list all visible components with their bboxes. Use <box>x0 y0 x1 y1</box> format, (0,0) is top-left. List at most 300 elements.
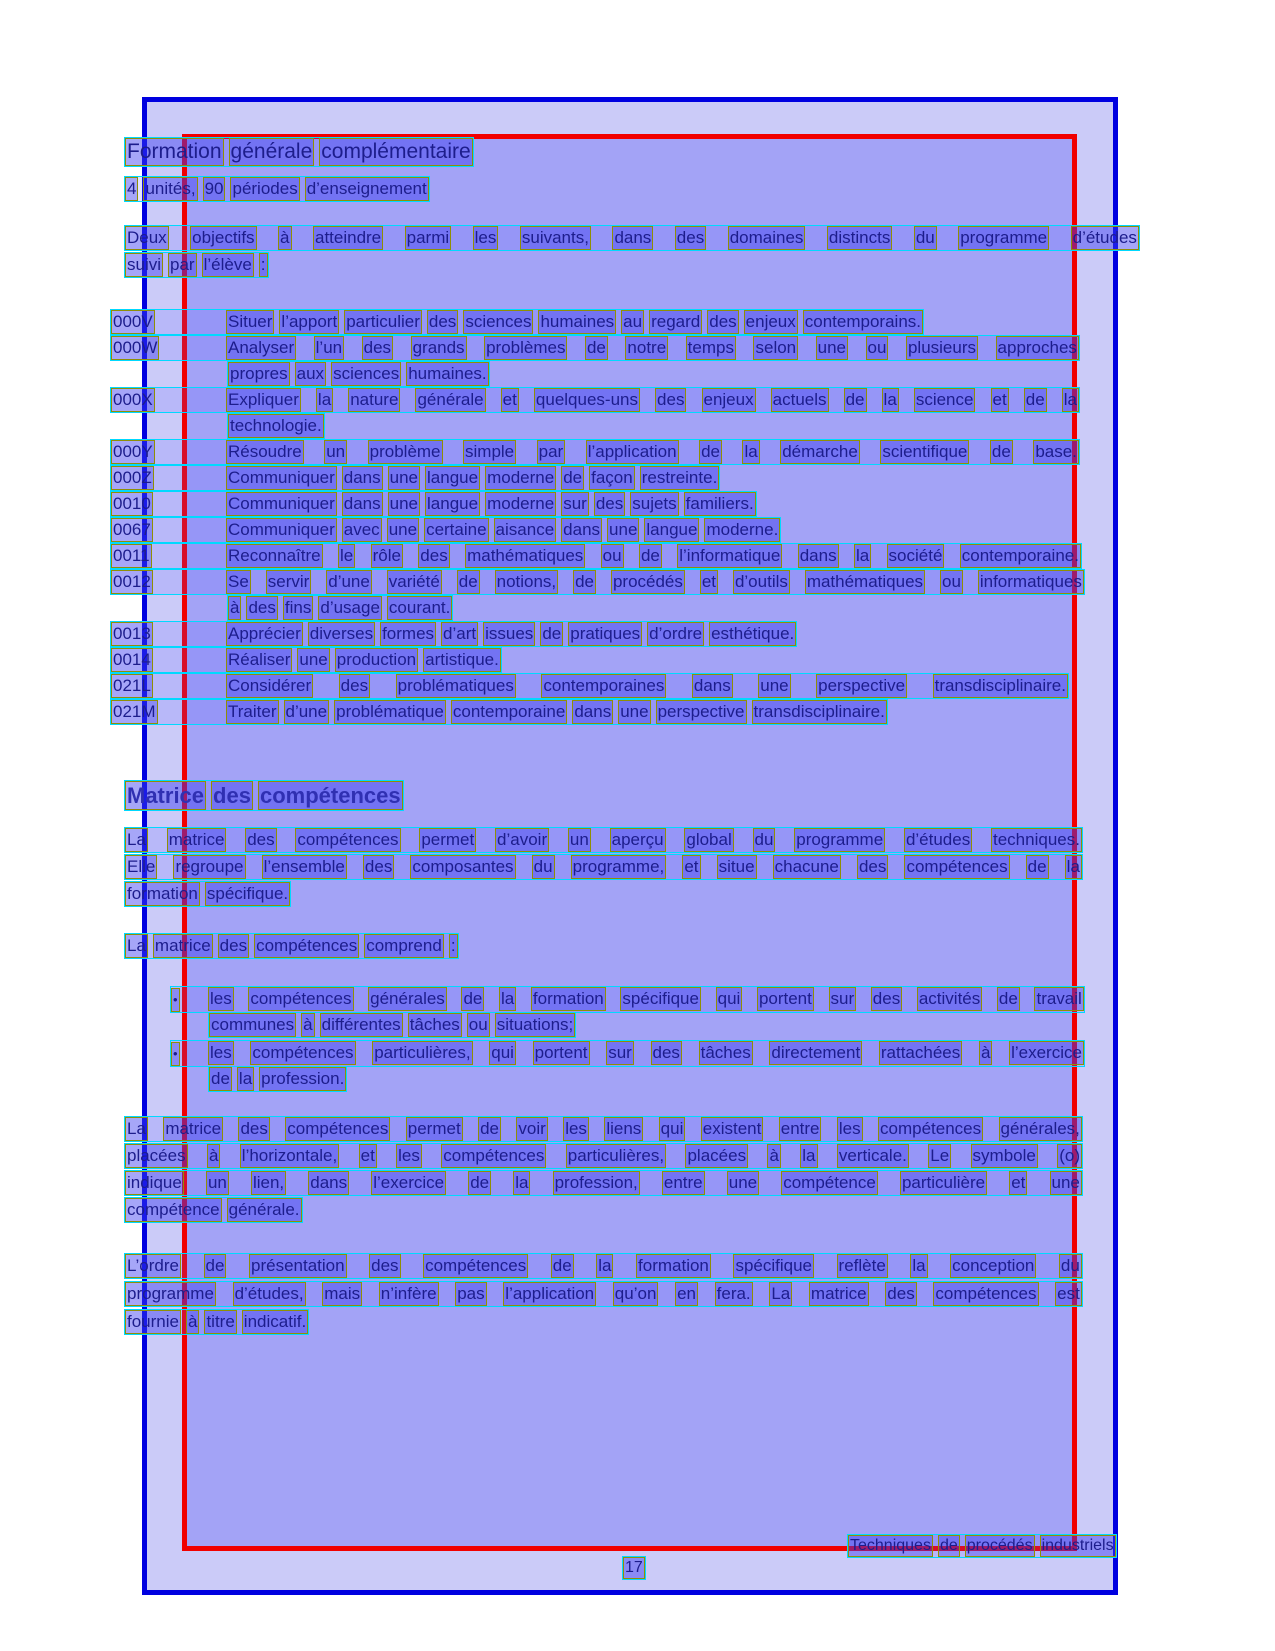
word-annotation-box: la <box>316 388 333 412</box>
word-annotation-box: la <box>499 987 516 1011</box>
word-annotation-box: à <box>979 1041 992 1065</box>
word-annotation-box: l’horizontale, <box>240 1144 339 1168</box>
word-annotation-box: rôle <box>371 544 403 568</box>
word-annotation-box: Réaliser <box>226 648 292 672</box>
word-annotation-box: et <box>682 855 700 879</box>
word-annotation-box: spécifique <box>620 987 701 1011</box>
word-annotation-box: Considérer <box>226 674 313 698</box>
word-annotation-box: Techniques <box>848 1535 933 1557</box>
word-annotation-box: de <box>1026 855 1049 879</box>
word-annotation-box: La <box>125 934 148 958</box>
word-annotation-box: pas <box>455 1282 486 1306</box>
word-annotation-box: reflète <box>837 1254 888 1278</box>
section-heading-line <box>124 780 404 811</box>
text-line <box>124 1143 1083 1169</box>
word-annotation-box: procédés <box>611 570 685 594</box>
word-annotation-box: programme, <box>571 855 667 879</box>
word-annotation-box: ou <box>866 336 889 360</box>
word-annotation-box: dans <box>798 544 839 568</box>
word-annotation-box: des <box>339 674 370 698</box>
word-annotation-box: à <box>767 1144 780 1168</box>
word-annotation-box: les <box>473 226 499 250</box>
word-annotation-box: aisance <box>494 518 557 542</box>
word-annotation-box: procédés <box>965 1535 1035 1557</box>
word-annotation-box: entre <box>779 1117 822 1141</box>
word-annotation-box: particulier <box>344 310 422 334</box>
word-annotation-box: compétences <box>933 1282 1038 1306</box>
word-annotation-box: dans <box>308 1171 349 1195</box>
doc-title-line <box>124 137 474 167</box>
word-annotation-box: particulière <box>900 1171 987 1195</box>
word-annotation-box: Communiquer <box>226 492 337 516</box>
word-annotation-box: enjeux <box>744 310 798 334</box>
line-words <box>623 1557 645 1579</box>
word-annotation-box: une <box>387 518 419 542</box>
word-annotation-box: notre <box>625 336 668 360</box>
text-line <box>170 986 1085 1013</box>
word-annotation-box: compétences <box>441 1144 546 1168</box>
text-line <box>124 933 459 959</box>
objective-code-cell <box>111 492 226 516</box>
bullet-cell <box>171 1042 208 1066</box>
word-annotation-box: de <box>699 440 722 464</box>
word-annotation-box: du <box>753 828 776 852</box>
word-annotation-box: d’outils <box>733 570 790 594</box>
line-words <box>125 177 429 201</box>
line-words <box>226 648 501 672</box>
word-annotation-box: de <box>551 1254 574 1278</box>
word-annotation-box: une <box>1050 1171 1082 1195</box>
word-annotation-box: de <box>585 336 608 360</box>
word-annotation-box: plusieurs <box>906 336 978 360</box>
word-annotation-box: unités, <box>143 177 197 201</box>
word-annotation-box: complémentaire <box>319 138 472 166</box>
word-annotation-box: l’ensemble <box>262 855 347 879</box>
word-annotation-box: comprend <box>364 934 444 958</box>
line-words <box>208 987 1084 1011</box>
word-annotation-box: façon <box>589 466 635 490</box>
word-annotation-box: de <box>468 1171 491 1195</box>
word-annotation-box: une <box>388 466 420 490</box>
word-annotation-box: Traiter <box>226 700 279 724</box>
word-annotation-box: contemporaine <box>451 700 567 724</box>
line-words <box>226 674 1068 698</box>
word-annotation-box: du <box>532 855 555 879</box>
word-annotation-box: fera. <box>715 1282 753 1306</box>
word-annotation-box: moderne <box>485 492 556 516</box>
word-annotation-box: : <box>259 253 268 277</box>
word-annotation-box: indicatif. <box>242 1310 308 1334</box>
word-annotation-box: Apprécier <box>226 622 303 646</box>
objective-code: 021L <box>111 674 153 698</box>
word-annotation-box: atteindre <box>313 226 383 250</box>
word-annotation-box: parmi <box>405 226 452 250</box>
word-annotation-box: portent <box>757 987 814 1011</box>
line-words <box>209 1067 346 1091</box>
word-annotation-box: et <box>501 388 519 412</box>
word-annotation-box: sciences <box>463 310 533 334</box>
text-line <box>124 1253 1083 1279</box>
word-annotation-box: un <box>568 828 591 852</box>
line-words <box>125 1171 1082 1195</box>
text-line <box>110 647 502 673</box>
word-annotation-box: de <box>844 388 867 412</box>
word-annotation-box: enjeux <box>702 388 756 412</box>
text-line <box>124 854 1083 880</box>
word-annotation-box: un <box>206 1171 229 1195</box>
word-annotation-box: une <box>758 674 790 698</box>
word-annotation-box: à <box>228 596 241 620</box>
word-annotation-box: une <box>297 648 329 672</box>
line-words <box>228 362 489 386</box>
word-annotation-box: compétences <box>248 987 353 1011</box>
word-annotation-box: L’ordre <box>125 1254 181 1278</box>
word-annotation-box: verticale. <box>837 1144 909 1168</box>
word-annotation-box: formation <box>125 882 200 906</box>
text-line <box>110 543 1082 569</box>
word-annotation-box: portent <box>533 1041 590 1065</box>
word-annotation-box: problèmes <box>484 336 567 360</box>
word-annotation-box: est <box>1055 1282 1082 1306</box>
word-annotation-box: spécifique. <box>205 882 290 906</box>
word-annotation-box: dans <box>612 226 653 250</box>
line-words <box>226 466 719 490</box>
text-line <box>124 1116 1083 1142</box>
word-annotation-box: chacune <box>773 855 841 879</box>
word-annotation-box: existent <box>701 1117 764 1141</box>
word-annotation-box: sciences <box>331 362 401 386</box>
word-annotation-box: ou <box>467 1013 490 1037</box>
word-annotation-box: sur <box>561 492 589 516</box>
word-annotation-box: d’enseignement <box>305 177 429 201</box>
word-annotation-box: de <box>461 987 484 1011</box>
word-annotation-box: l’élève <box>202 253 254 277</box>
word-annotation-box: (o) <box>1057 1144 1082 1168</box>
text-line <box>110 309 924 335</box>
word-annotation-box: de <box>561 466 584 490</box>
word-annotation-box: des <box>651 1041 682 1065</box>
word-annotation-box: ou <box>601 544 624 568</box>
word-annotation-box: générale <box>229 138 315 166</box>
word-annotation-box: suivants, <box>520 226 591 250</box>
word-annotation-box: la <box>513 1171 530 1195</box>
objective-code: 0013 <box>111 622 153 646</box>
word-annotation-box: Deux <box>125 226 169 250</box>
word-annotation-box: mathématiques <box>805 570 925 594</box>
word-annotation-box: du <box>914 226 937 250</box>
word-annotation-box: langue <box>644 518 699 542</box>
word-annotation-box: des <box>418 544 449 568</box>
word-annotation-box: Elle <box>125 855 157 879</box>
word-annotation-box: de <box>997 987 1020 1011</box>
word-annotation-box: contemporains. <box>803 310 923 334</box>
word-annotation-box: programme <box>958 226 1049 250</box>
word-annotation-box: compétences <box>878 1117 983 1141</box>
line-words <box>125 1144 1082 1168</box>
word-annotation-box: indique <box>125 1171 184 1195</box>
word-annotation-box: pratiques <box>568 622 642 646</box>
word-annotation-box: travail <box>1034 987 1083 1011</box>
word-annotation-box: de <box>990 440 1013 464</box>
word-annotation-box: des <box>246 596 277 620</box>
word-annotation-box: de <box>204 1254 227 1278</box>
word-annotation-box: compétences <box>285 1117 390 1141</box>
word-annotation-box: Communiquer <box>226 518 337 542</box>
word-annotation-box: l’application <box>503 1282 596 1306</box>
word-annotation-box: compétences <box>423 1254 528 1278</box>
objective-code-cell <box>111 336 226 360</box>
word-annotation-box: la <box>910 1254 927 1278</box>
word-annotation-box: d’ordre <box>647 622 704 646</box>
text-line <box>124 881 291 907</box>
line-words <box>125 1282 1082 1306</box>
word-annotation-box: la <box>854 544 871 568</box>
line-words <box>125 934 458 958</box>
word-annotation-box: un <box>324 440 347 464</box>
word-annotation-box: Formation <box>125 138 224 166</box>
word-annotation-box: problématique <box>334 700 446 724</box>
word-annotation-box: dans <box>561 518 602 542</box>
word-annotation-box: activités <box>917 987 982 1011</box>
line-words <box>125 1198 302 1222</box>
word-annotation-box: formation <box>531 987 606 1011</box>
line-words <box>226 440 1079 464</box>
word-annotation-box: des <box>427 310 458 334</box>
word-annotation-box: techniques. <box>991 828 1082 852</box>
line-words <box>125 1310 308 1334</box>
word-annotation-box: à <box>278 226 291 250</box>
objective-code: 000Y <box>111 440 155 464</box>
word-annotation-box: liens <box>604 1117 643 1141</box>
word-annotation-box: et <box>700 570 718 594</box>
line-words <box>226 518 780 542</box>
word-annotation-box: Matrice <box>127 783 205 808</box>
word-annotation-box: à <box>301 1013 314 1037</box>
line-words <box>125 882 290 906</box>
word-annotation-box: compétence <box>125 1198 222 1222</box>
word-annotation-box: situe <box>717 855 757 879</box>
text-line <box>124 252 269 278</box>
word-annotation-box: La <box>125 828 148 852</box>
word-annotation-box: de <box>540 622 563 646</box>
word-annotation-box: La <box>769 1282 792 1306</box>
word-annotation-box: matrice <box>809 1282 869 1306</box>
objective-code-cell <box>111 388 226 412</box>
text-line <box>227 413 325 439</box>
word-annotation-box: d’études <box>904 828 972 852</box>
word-annotation-box: contemporaines <box>541 674 666 698</box>
word-annotation-box: de <box>573 570 596 594</box>
bullet-icon: • <box>171 988 180 1012</box>
word-annotation-box: fins <box>283 596 313 620</box>
word-annotation-box: actuels <box>771 388 829 412</box>
objective-code-cell <box>111 648 226 672</box>
objective-code: 000Z <box>111 466 154 490</box>
word-annotation-box: composantes <box>410 855 515 879</box>
word-annotation-box: générales, <box>999 1117 1082 1141</box>
text-line <box>110 491 757 517</box>
word-annotation-box: titre <box>204 1310 236 1334</box>
word-annotation-box: la <box>237 1067 254 1091</box>
objective-code-cell <box>111 310 226 334</box>
word-annotation-box: la <box>596 1254 613 1278</box>
word-annotation-box: des <box>363 855 394 879</box>
text-line <box>110 673 1069 699</box>
word-annotation-box: rattachées <box>879 1041 962 1065</box>
objective-code-cell <box>111 700 226 724</box>
word-annotation-box: industriels <box>1040 1535 1116 1557</box>
objective-code-cell <box>111 622 226 646</box>
word-annotation-box: générales <box>368 987 447 1011</box>
word-annotation-box: problématiques <box>396 674 516 698</box>
word-annotation-box: sur <box>829 987 857 1011</box>
word-annotation-box: base. <box>1033 440 1079 464</box>
text-line <box>227 595 453 621</box>
word-annotation-box: des <box>245 828 276 852</box>
word-annotation-box: matrice <box>163 1117 223 1141</box>
word-annotation-box: périodes <box>230 177 299 201</box>
footer-line <box>622 1556 646 1580</box>
word-annotation-box: grands <box>411 336 467 360</box>
word-annotation-box: technologie. <box>228 414 324 438</box>
word-annotation-box: de <box>938 1535 960 1557</box>
word-annotation-box: particulières, <box>372 1041 472 1065</box>
objective-code: 0011 <box>111 544 152 568</box>
word-annotation-box: de <box>639 544 662 568</box>
word-annotation-box: directement <box>769 1041 862 1065</box>
word-annotation-box: formation <box>636 1254 711 1278</box>
bullet-icon: • <box>171 1042 180 1066</box>
word-annotation-box: profession, <box>553 1171 640 1195</box>
line-words <box>226 622 796 646</box>
word-annotation-box: dans <box>572 700 613 724</box>
word-annotation-box: et <box>991 388 1009 412</box>
line-words <box>125 1117 1082 1141</box>
line-words <box>125 855 1082 879</box>
line-words <box>226 336 1079 360</box>
word-annotation-box: différentes <box>320 1013 403 1037</box>
objective-code: 0012 <box>111 570 153 594</box>
word-annotation-box: à <box>186 1310 199 1334</box>
word-annotation-box: sujets <box>630 492 678 516</box>
word-annotation-box: aperçu <box>610 828 666 852</box>
word-annotation-box: d’une <box>284 700 330 724</box>
objective-code-cell <box>111 466 226 490</box>
word-annotation-box: informatiques <box>978 570 1084 594</box>
word-annotation-box: aux <box>295 362 326 386</box>
word-annotation-box: une <box>618 700 650 724</box>
word-annotation-box: dans <box>342 492 383 516</box>
word-annotation-box: et <box>1009 1171 1027 1195</box>
word-annotation-box: Situer <box>226 310 274 334</box>
line-words <box>226 700 887 724</box>
word-annotation-box: regroupe <box>173 855 245 879</box>
word-annotation-box: des <box>675 226 706 250</box>
text-line <box>110 439 1080 465</box>
word-annotation-box: programme <box>794 828 885 852</box>
line-words <box>209 1013 575 1037</box>
word-annotation-box: variété <box>387 570 442 594</box>
line-words <box>125 781 403 810</box>
word-annotation-box: compétences <box>259 783 401 808</box>
word-annotation-box: Communiquer <box>226 466 337 490</box>
word-annotation-box: des <box>238 1117 269 1141</box>
word-annotation-box: par <box>168 253 197 277</box>
word-annotation-box: issues <box>483 622 535 646</box>
word-annotation-box: compétences <box>295 828 400 852</box>
objective-code-cell <box>111 544 226 568</box>
word-annotation-box: une <box>607 518 639 542</box>
word-annotation-box: contemporaine. <box>960 544 1081 568</box>
word-annotation-box: les <box>208 987 234 1011</box>
word-annotation-box: entre <box>662 1171 705 1195</box>
objective-code: 000W <box>111 336 159 360</box>
word-annotation-box: placées <box>685 1144 748 1168</box>
word-annotation-box: particulières, <box>566 1144 666 1168</box>
word-annotation-box: des <box>218 934 249 958</box>
line-words <box>125 226 1139 250</box>
word-annotation-box: selon <box>753 336 798 360</box>
word-annotation-box: des <box>707 310 738 334</box>
word-annotation-box: les <box>396 1144 422 1168</box>
word-annotation-box: quelques-uns <box>534 388 640 412</box>
word-annotation-box: scientifique <box>880 440 969 464</box>
text-line <box>124 1170 1083 1196</box>
text-line <box>110 699 888 725</box>
word-annotation-box: transdisciplinaire. <box>752 700 887 724</box>
word-annotation-box: une <box>388 492 420 516</box>
word-annotation-box: moderne. <box>704 518 780 542</box>
word-annotation-box: l’exercice <box>1009 1041 1084 1065</box>
word-annotation-box: à <box>207 1144 220 1168</box>
word-annotation-box: qui <box>489 1041 516 1065</box>
text-line <box>110 387 1080 413</box>
objective-code-cell <box>111 570 226 594</box>
word-annotation-box: des <box>369 1254 400 1278</box>
word-annotation-box: communes <box>209 1013 296 1037</box>
word-annotation-box: Reconnaître <box>226 544 323 568</box>
word-annotation-box: l’un <box>314 336 344 360</box>
word-annotation-box: démarche <box>780 440 860 464</box>
text-line <box>110 465 720 491</box>
word-annotation-box: domaines <box>728 226 806 250</box>
line-words <box>125 138 473 166</box>
word-annotation-box: transdisciplinaire. <box>933 674 1068 698</box>
text-line <box>124 1281 1083 1307</box>
word-annotation-box: mais <box>322 1282 362 1306</box>
text-line <box>227 361 490 387</box>
word-annotation-box: l’apport <box>279 310 339 334</box>
line-words <box>226 492 756 516</box>
word-annotation-box: distincts <box>827 226 892 250</box>
word-annotation-box: les <box>837 1117 863 1141</box>
word-annotation-box: générale <box>415 388 485 412</box>
word-annotation-box: d’art <box>441 622 478 646</box>
word-annotation-box: ou <box>940 570 963 594</box>
word-annotation-box: notions, <box>495 570 559 594</box>
word-annotation-box: qu’on <box>613 1282 659 1306</box>
word-annotation-box: d’avoir <box>495 828 549 852</box>
objective-code: 0010 <box>111 492 153 516</box>
objective-code: 000V <box>111 310 155 334</box>
word-annotation-box: mathématiques <box>465 544 585 568</box>
word-annotation-box: des <box>871 987 902 1011</box>
text-line <box>124 827 1083 853</box>
objective-code: 000X <box>111 388 155 412</box>
word-annotation-box: humaines <box>538 310 616 334</box>
word-annotation-box: courant. <box>387 596 452 620</box>
word-annotation-box: regard <box>649 310 702 334</box>
